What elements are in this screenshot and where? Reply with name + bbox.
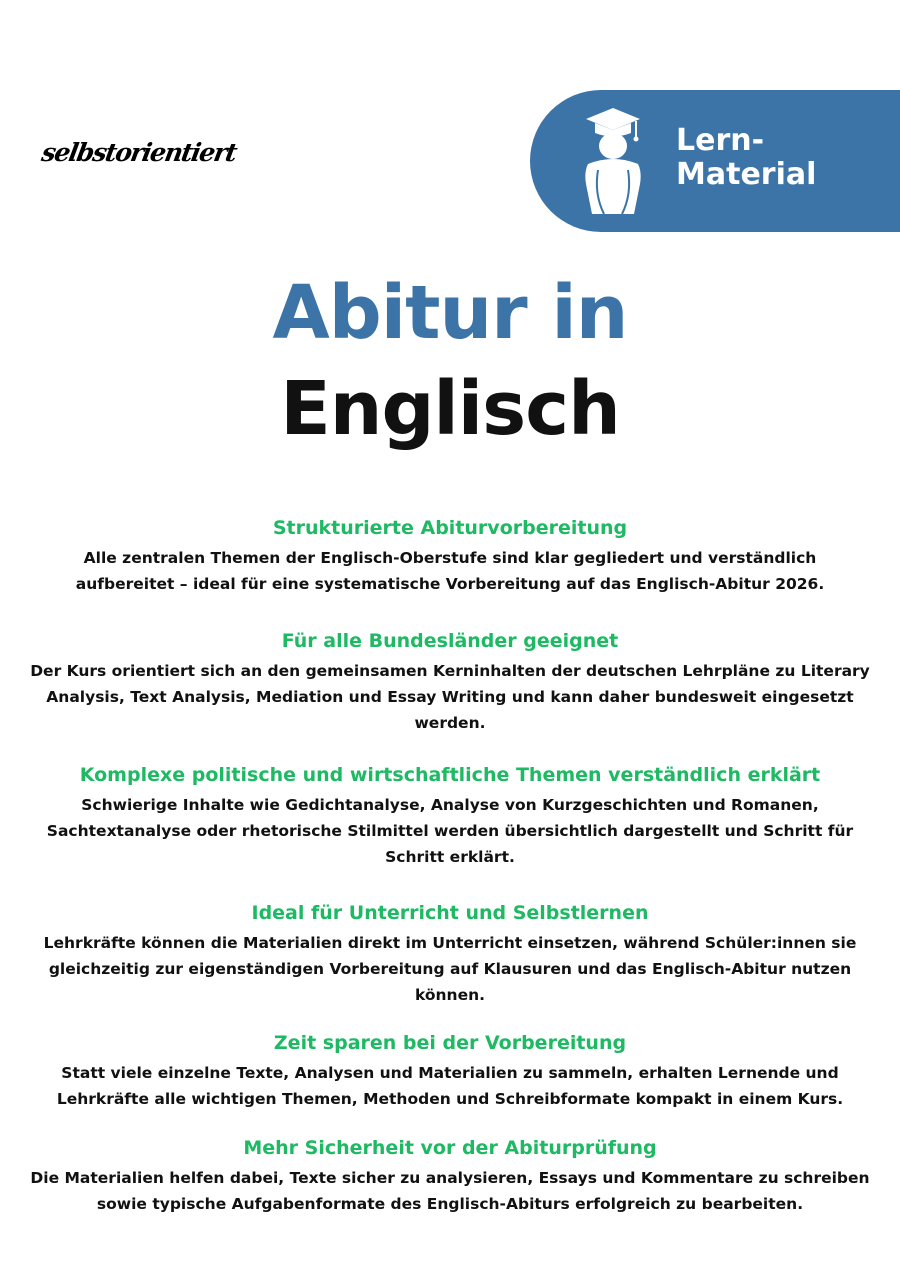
section-heading: Mehr Sicherheit vor der Abiturprüfung [243, 1137, 657, 1159]
badge-line-1: Lern- [676, 123, 765, 158]
page-title-line-1: Abitur in [272, 270, 628, 356]
section-text: Lehrkräfte können die Materialien direkt im Unterricht einsetzen, während Schüler:innen sie gleichzeitig zur eigenständigen Vorbereitung auf Klausuren und das Englisch-Abitur nutzen können. [43, 934, 857, 1004]
section-text: Der Kurs orientiert sich an den gemeinsamen Kerninhalten der deutschen Lehrpläne zu Literary Analysis, Text Analysis, Mediation und Essay Writing und kann daher bundesweit eingesetzt werden. [30, 662, 870, 732]
section-text: Schwierige Inhalte wie Gedichtanalyse, Analyse von Kurzgeschichten und Romanen, Sachtextanalyse oder rhetorische Stilmittel werden übersichtlich dargestellt und Schritt für Schritt erklärt. [46, 796, 854, 866]
section-text: Alle zentralen Themen der Englisch-Oberstufe sind klar gegliedert und verständlich aufbereitet – ideal für eine systematische Vorbereitung auf das Englisch-Abitur 2026. [75, 549, 825, 593]
section-text: Statt viele einzelne Texte, Analysen und Materialien zu sammeln, erhalten Lernende und Lehrkräfte alle wichtigen Themen, Methoden und Schreibformate kompakt in einem Kurs. [56, 1064, 844, 1108]
feature-section [20, 762, 880, 870]
badge-label [676, 124, 816, 192]
section-heading: Für alle Bundesländer geeignet [281, 630, 619, 652]
feature-section [20, 1030, 880, 1112]
feature-section [20, 628, 880, 736]
graduate-icon [578, 106, 648, 218]
section-heading: Komplexe politische und wirtschaftliche Themen verständlich erklärt [79, 764, 821, 786]
lern-material-badge [530, 90, 900, 232]
feature-section [20, 515, 880, 597]
badge-line-2: Material [676, 157, 817, 192]
feature-section [20, 1135, 880, 1217]
section-text: Die Materialien helfen dabei, Texte sicher zu analysieren, Essays und Kommentare zu schreiben sowie typische Aufgabenformate des Englisch-Abiturs erfolgreich zu bearbeiten. [30, 1169, 870, 1213]
section-heading: Zeit sparen bei der Vorbereitung [273, 1032, 627, 1054]
section-heading: Strukturierte Abiturvorbereitung [272, 517, 628, 539]
feature-section [20, 900, 880, 1008]
page-title-line-2: Englisch [280, 366, 620, 452]
section-heading: Ideal für Unterricht und Selbstlernen [251, 902, 649, 924]
brand-logo: selbstorientiert [39, 138, 239, 167]
